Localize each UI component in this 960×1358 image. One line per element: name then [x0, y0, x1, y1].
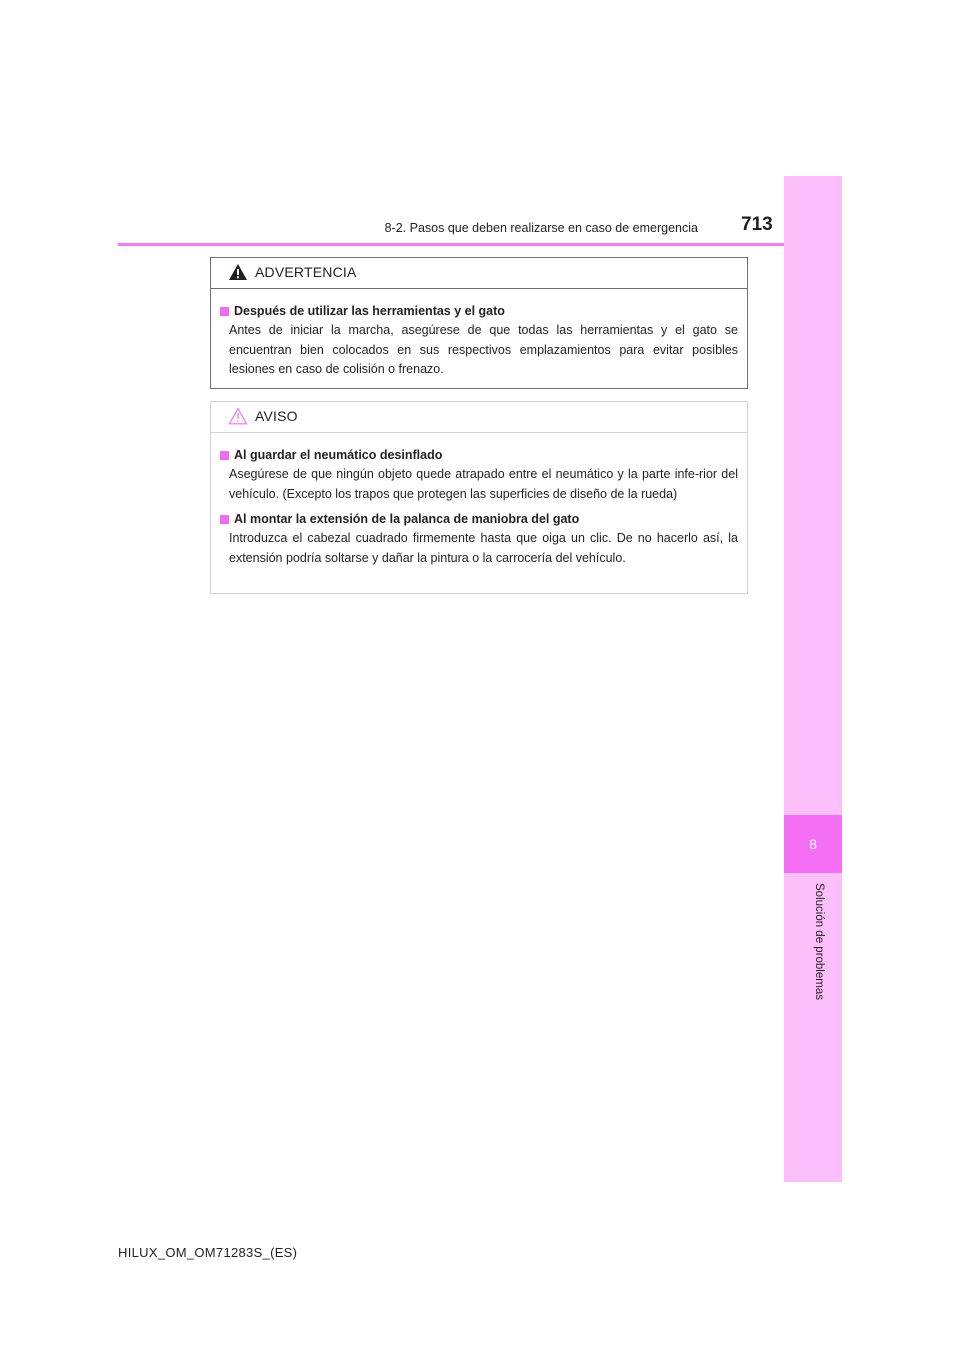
warning-box-body: [211, 289, 747, 380]
chapter-number-tab: [784, 815, 842, 873]
notice-item-heading: [220, 510, 738, 529]
running-header: 8-2. Pasos que deben realizarse en caso de emergencia: [384, 221, 698, 235]
warning-item-text: Antes de iniciar la marcha, asegúrese de que todas las herramientas y el gato se encuentran bien colocados en sus respectivos emplazamientos para evitar posibles lesiones en caso de colisión o frenazo.: [229, 323, 738, 376]
notice-title: AVISO: [255, 408, 298, 424]
warning-box-header: [211, 258, 747, 289]
chapter-number: 8: [809, 836, 817, 852]
bullet-square-icon: [220, 515, 229, 524]
chapter-side-tab: [784, 176, 842, 1182]
notice-item-text: Introduzca el cabezal cuadrado firmemente hasta que oiga un clic. De no hacerlo así, la extensión podría soltarse y dañar la pintura o la carrocería del vehículo.: [229, 531, 738, 565]
header-rule: [118, 243, 840, 246]
document-code: HILUX_OM_OM71283S_(ES): [118, 1245, 298, 1260]
notice-item-heading-text: Al guardar el neumático desinflado: [234, 448, 443, 462]
notice-box-header: [211, 402, 747, 433]
notice-item-text: Asegúrese de que ningún objeto quede atrapado entre el neumático y la parte infe-rior del vehículo. (Excepto los trapos que protegen las superficies de diseño de la rueda): [229, 467, 738, 501]
notice-box-body: [211, 433, 747, 568]
warning-triangle-outline-icon: [228, 407, 248, 425]
warning-item-heading-text: Después de utilizar las herramientas y el gato: [234, 304, 505, 318]
warning-item-heading: [220, 302, 738, 321]
warning-triangle-filled-icon: [228, 263, 248, 281]
notice-item-heading-text: Al montar la extensión de la palanca de maniobra del gato: [234, 512, 580, 526]
notice-item-heading: [220, 446, 738, 465]
warning-title: ADVERTENCIA: [255, 264, 357, 280]
warning-box: [210, 257, 748, 389]
bullet-square-icon: [220, 451, 229, 460]
bullet-square-icon: [220, 307, 229, 316]
page-number: 713: [741, 214, 773, 235]
chapter-title: Solución de problemas: [813, 883, 825, 1000]
notice-box: [210, 401, 748, 594]
